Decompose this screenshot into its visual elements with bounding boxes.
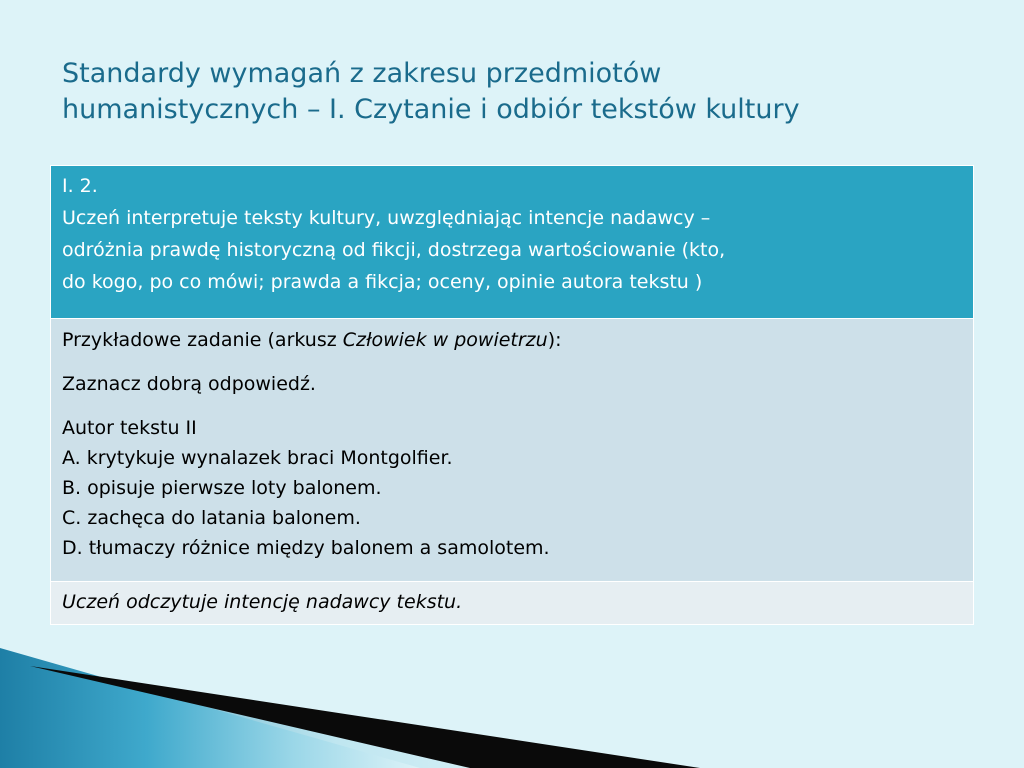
standard-text-line-3: do kogo, po co mówi; prawda a fikcja; oceny, opinie autora tekstu ): [62, 271, 703, 293]
slide-title-line-1: Standardy wymagań z zakresu przedmiotów: [62, 58, 662, 89]
answer-option-d: D. tłumaczy różnice między balonem a samolotem.: [62, 537, 550, 559]
summary-cell: [51, 582, 974, 625]
answer-option-c: C. zachęca do latania balonem.: [62, 507, 361, 529]
task-suffix: ):: [547, 329, 562, 351]
task-instruction: Zaznacz dobrą odpowiedź.: [62, 373, 316, 395]
decor-swoosh-dark: [0, 648, 420, 768]
standard-number: I. 2.: [62, 175, 98, 197]
corner-decoration: [0, 640, 1024, 768]
task-prefix: Przykładowe zadanie (arkusz: [62, 329, 343, 351]
answer-option-a: A. krytykuje wynalazek braci Montgolfier.: [62, 447, 453, 469]
example-task-heading: [62, 325, 962, 355]
task-question: Autor tekstu II: [62, 417, 197, 439]
table-header-row: [51, 166, 974, 319]
standard-text-line-2: odróżnia prawdę historyczną od fikcji, dostrzega wartościowanie (kto,: [62, 239, 726, 261]
summary-note: Uczeń odczytuje intencję nadawcy tekstu.: [62, 591, 463, 613]
slide-title: [62, 56, 962, 128]
table-body-row: [51, 319, 974, 582]
slide-title-line-2: humanistycznych – I. Czytanie i odbiór tekstów kultury: [62, 94, 800, 125]
example-task-cell: [51, 319, 974, 582]
answer-option-b: B. opisuje pierwsze loty balonem.: [62, 477, 382, 499]
task-source-title: Człowiek w powietrzu: [342, 329, 548, 351]
standard-text-line-1: Uczeń interpretuje teksty kultury, uwzględniając intencje nadawcy –: [62, 207, 711, 229]
table-footer-row: [51, 582, 974, 625]
standards-table: [50, 165, 974, 625]
standard-description-cell: [51, 166, 974, 319]
